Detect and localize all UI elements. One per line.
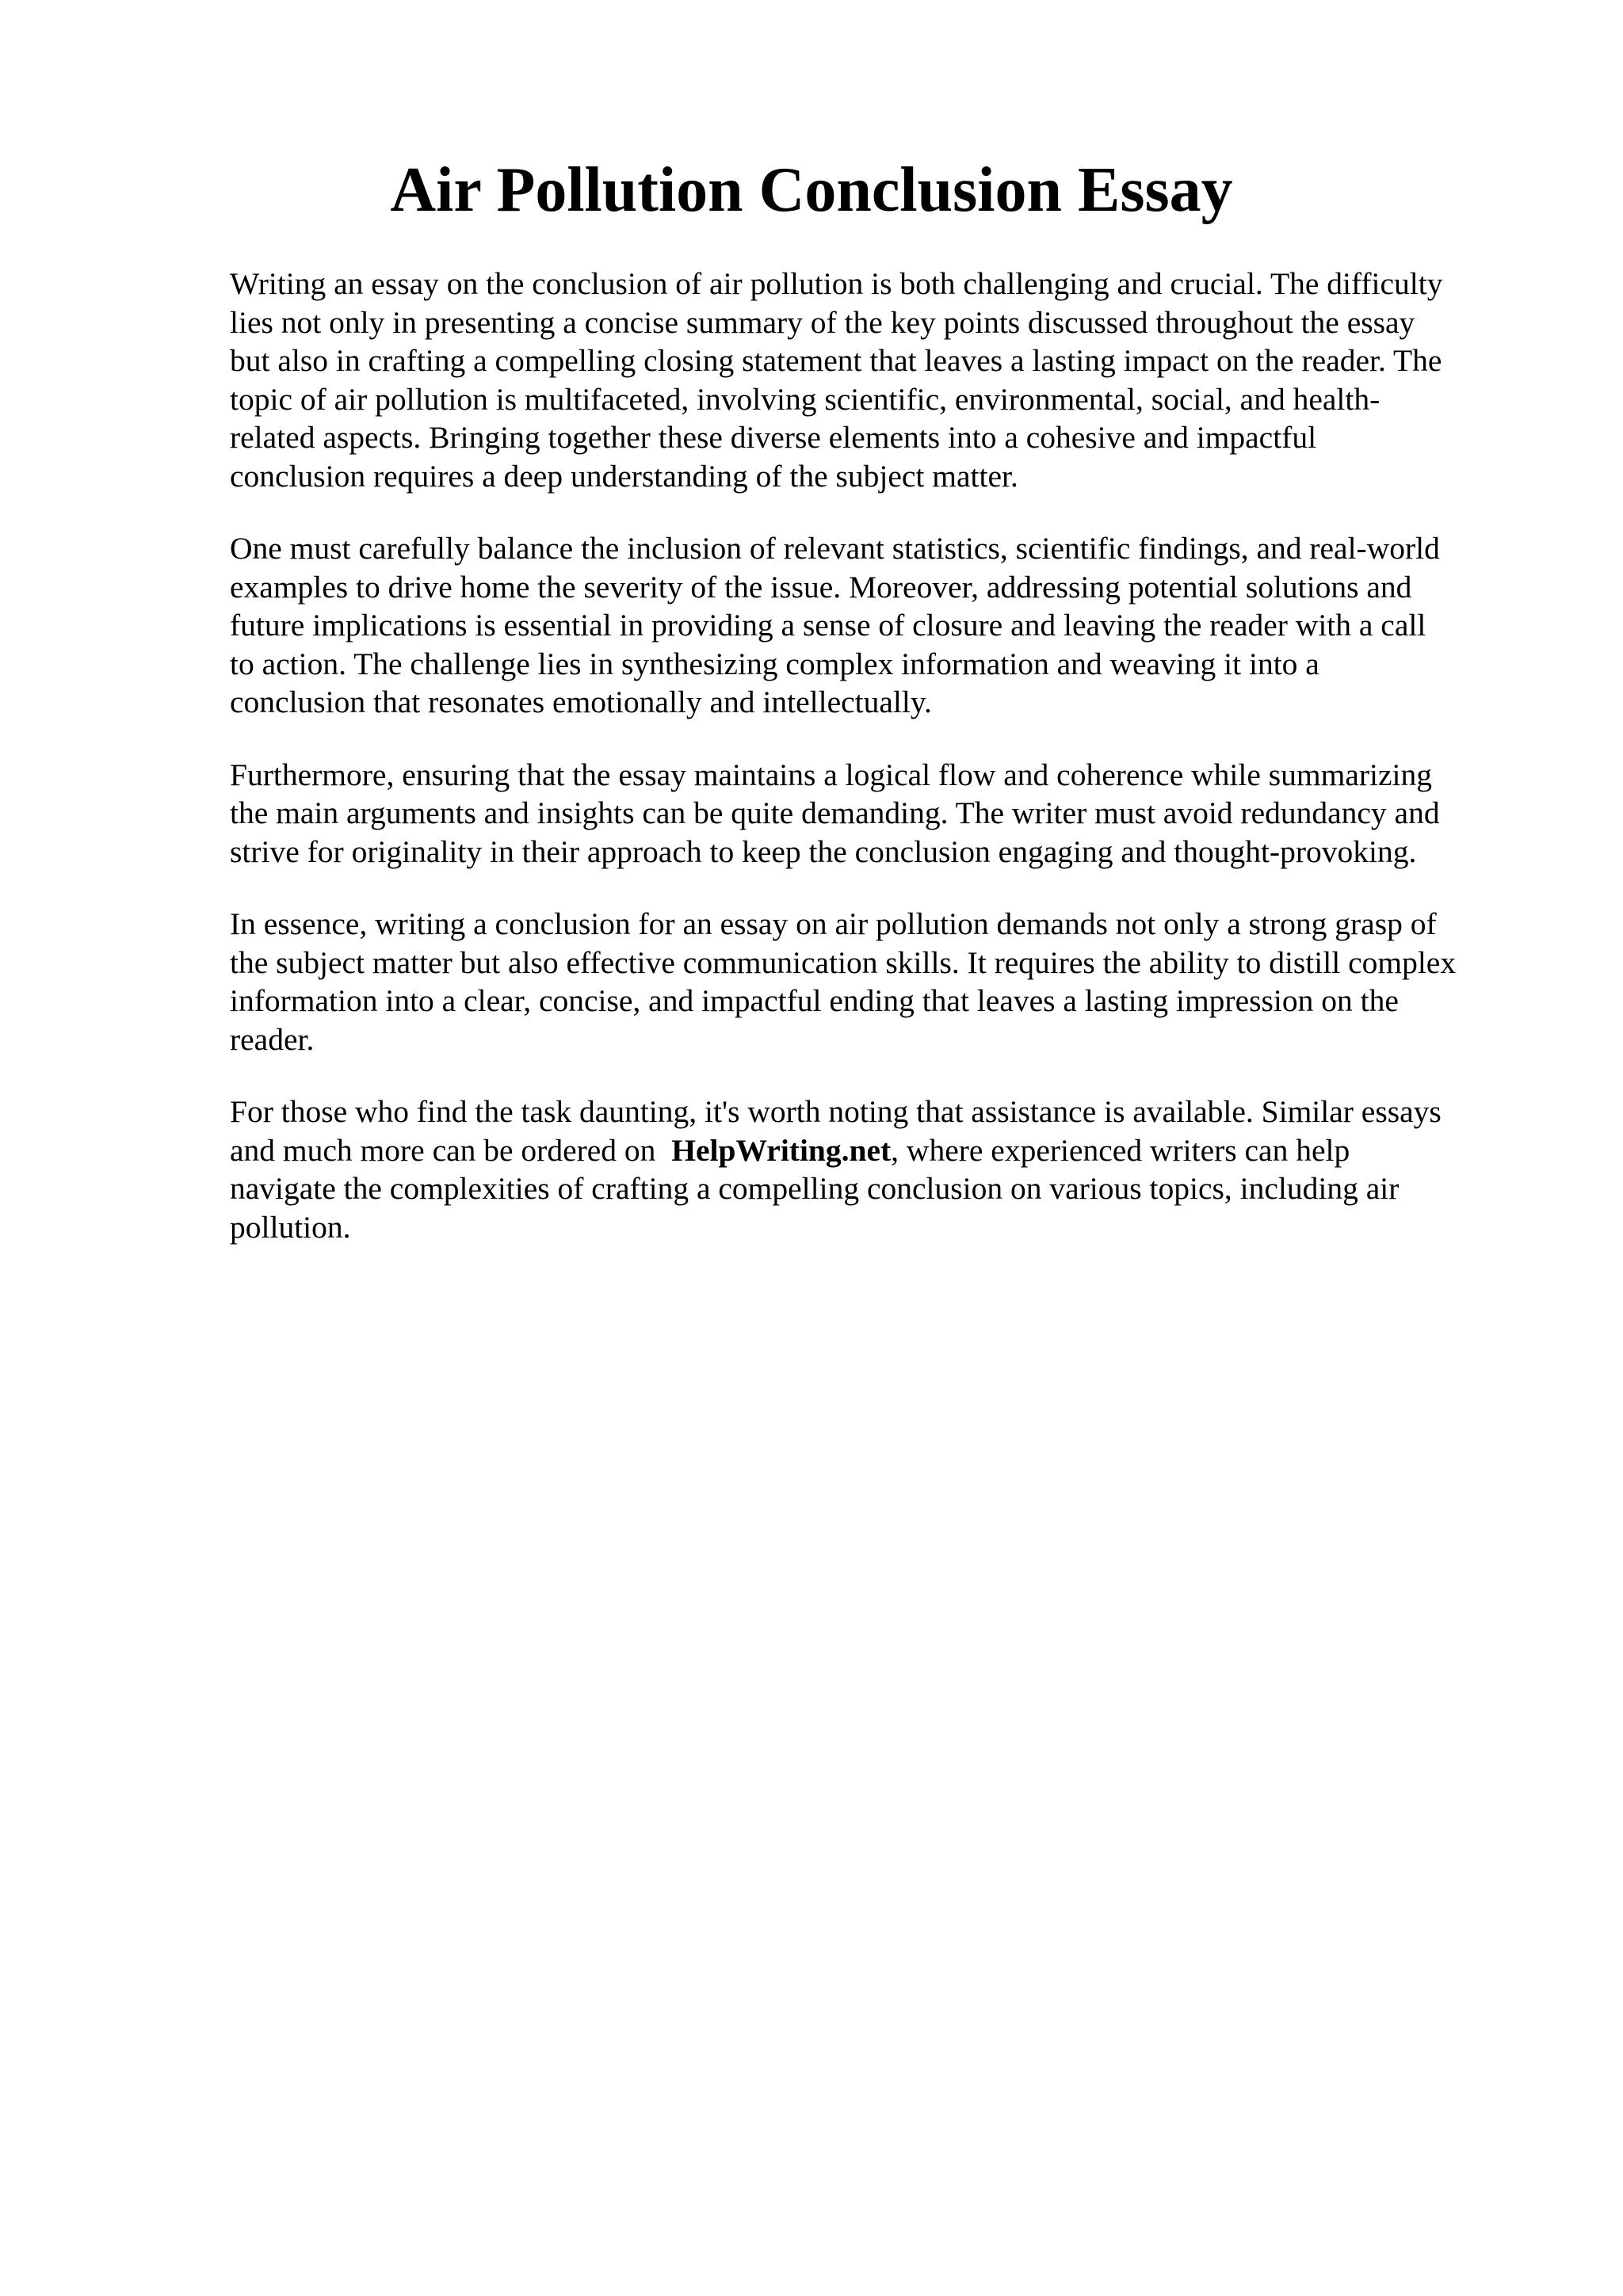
paragraph-line: future implications is essential in providing a sense of closure and leaving the reader with a call <box>230 608 1426 643</box>
link-suffix-text: , where experienced writers can help <box>891 1132 1350 1168</box>
paragraph-line: but also in crafting a compelling closing statement that leaves a lasting impact on the reader. The <box>230 343 1442 378</box>
paragraph-line: examples to drive home the severity of the issue. Moreover, addressing potential solutions and <box>230 569 1412 605</box>
paragraph-line: related aspects. Bringing together these diverse elements into a cohesive and impactful <box>230 420 1317 455</box>
paragraph-line: conclusion requires a deep understanding of the subject matter. <box>230 458 1018 494</box>
helpwriting-link[interactable]: HelpWriting.net <box>671 1132 892 1168</box>
paragraph-line: navigate the complexities of crafting a compelling conclusion on various topics, including air <box>230 1171 1400 1206</box>
paragraph-line: topic of air pollution is multifaceted, involving scientific, environmental, social, and health- <box>230 381 1381 417</box>
paragraph-line: strive for originality in their approach to keep the conclusion engaging and thought-provoking. <box>230 833 1417 869</box>
paragraph-3 <box>230 756 1529 871</box>
paragraph-line-with-link <box>230 1131 1529 1170</box>
paragraph-line: the main arguments and insights can be quite demanding. The writer must avoid redundancy and <box>230 795 1440 830</box>
paragraph-line: pollution. <box>230 1209 351 1245</box>
paragraph-line: For those who find the task daunting, it's worth noting that assistance is available. Similar essays <box>230 1094 1442 1129</box>
link-prefix-text: and much more can be ordered on <box>230 1132 664 1168</box>
paragraph-4 <box>230 905 1529 1058</box>
paragraph-line: In essence, writing a conclusion for an essay on air pollution demands not only a strong grasp of <box>230 906 1437 941</box>
paragraph-line: to action. The challenge lies in synthesizing complex information and weaving it into a <box>230 646 1319 681</box>
paragraph-line: One must carefully balance the inclusion of relevant statistics, scientific findings, and real-world <box>230 531 1440 566</box>
paragraph-line: information into a clear, concise, and impactful ending that leaves a lasting impression on the <box>230 983 1399 1018</box>
paragraph-2 <box>230 529 1529 722</box>
paragraph-line: the subject matter but also effective communication skills. It requires the ability to distill complex <box>230 944 1457 980</box>
essay-body <box>230 265 1529 1280</box>
paragraph-line: conclusion that resonates emotionally and intellectually. <box>230 685 932 719</box>
paragraph-line: Furthermore, ensuring that the essay maintains a logical flow and coherence while summarizing <box>230 757 1432 792</box>
page-title: Air Pollution Conclusion Essay <box>390 155 1233 225</box>
paragraph-1 <box>230 265 1529 495</box>
paragraph-5 <box>230 1093 1529 1246</box>
paragraph-line: lies not only in presenting a concise summary of the key points discussed throughout the essay <box>230 304 1415 340</box>
paragraph-line: reader. <box>230 1021 315 1057</box>
paragraph-line: Writing an essay on the conclusion of air pollution is both challenging and crucial. The difficulty <box>230 266 1443 301</box>
